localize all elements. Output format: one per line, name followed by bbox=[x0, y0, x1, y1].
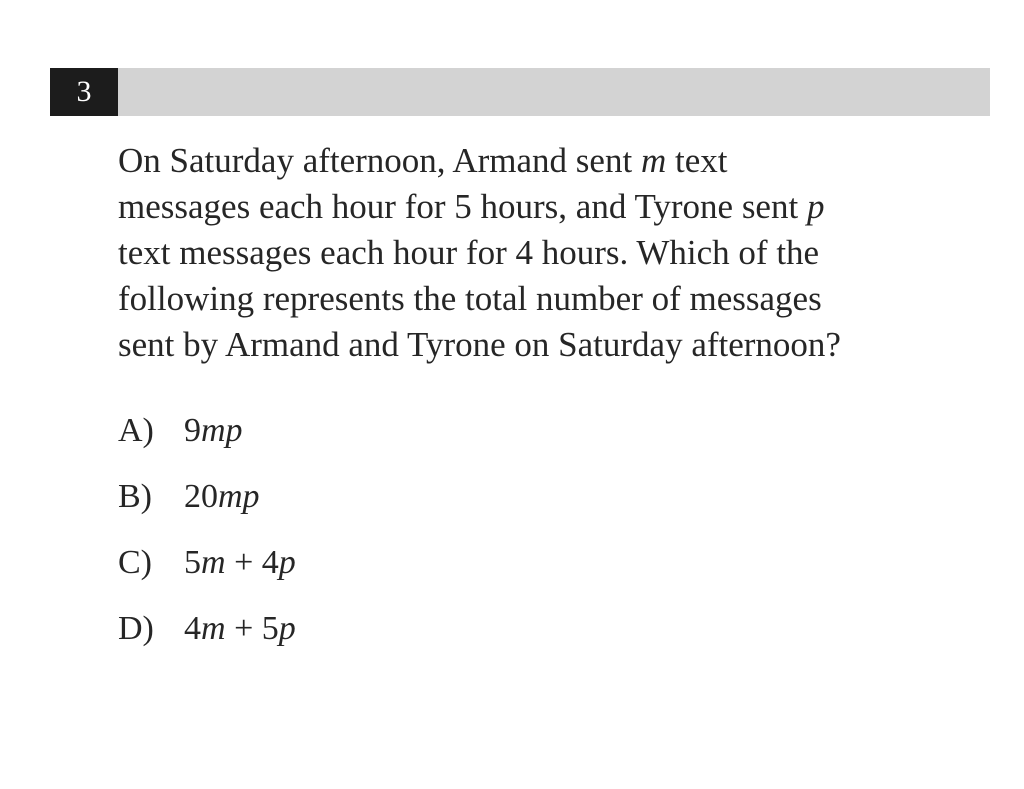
variable: p bbox=[806, 187, 825, 226]
choice-letter: C) bbox=[118, 544, 152, 581]
text-run: 5 bbox=[184, 544, 201, 581]
text-run: + 4 bbox=[225, 544, 279, 581]
choice-b[interactable] bbox=[118, 464, 718, 530]
text-run: text bbox=[666, 141, 728, 180]
question-header bbox=[50, 68, 990, 116]
text-run: On Saturday afternoon, Armand sent bbox=[118, 141, 641, 180]
variable: p bbox=[278, 610, 296, 647]
stem-line bbox=[118, 230, 978, 276]
choice-d[interactable] bbox=[118, 596, 718, 662]
variable: m bbox=[201, 544, 226, 581]
variable: m bbox=[201, 610, 226, 647]
stem-line bbox=[118, 138, 978, 184]
question-stem bbox=[118, 138, 978, 368]
choice-expression bbox=[184, 544, 296, 582]
choice-expression bbox=[184, 610, 296, 648]
text-run: messages each hour for 5 hours, and Tyrone sent bbox=[118, 187, 807, 226]
variable: m bbox=[640, 141, 667, 180]
answer-choices bbox=[118, 398, 718, 662]
stem-line bbox=[118, 276, 978, 322]
variable: mp bbox=[218, 478, 260, 515]
stem-line bbox=[118, 322, 978, 368]
text-run: + 5 bbox=[225, 610, 279, 647]
choice-c[interactable] bbox=[118, 530, 718, 596]
text-run: text messages each hour for 4 hours. Which of the bbox=[118, 233, 820, 272]
choice-letter: B) bbox=[118, 478, 152, 515]
choice-a[interactable] bbox=[118, 398, 718, 464]
choice-letter: D) bbox=[118, 610, 154, 647]
stem-line bbox=[118, 184, 978, 230]
choice-expression bbox=[184, 478, 260, 516]
header-bar bbox=[118, 68, 990, 116]
variable: mp bbox=[201, 412, 243, 449]
text-run: 4 bbox=[184, 610, 201, 647]
text-run: 20 bbox=[184, 478, 218, 515]
question-number: 3 bbox=[50, 68, 118, 116]
text-run: sent by Armand and Tyrone on Saturday afternoon? bbox=[118, 325, 841, 364]
choice-letter: A) bbox=[118, 412, 154, 449]
choice-expression bbox=[184, 412, 243, 450]
text-run: 9 bbox=[184, 412, 201, 449]
text-run: following represents the total number of messages bbox=[118, 279, 822, 318]
variable: p bbox=[278, 544, 296, 581]
